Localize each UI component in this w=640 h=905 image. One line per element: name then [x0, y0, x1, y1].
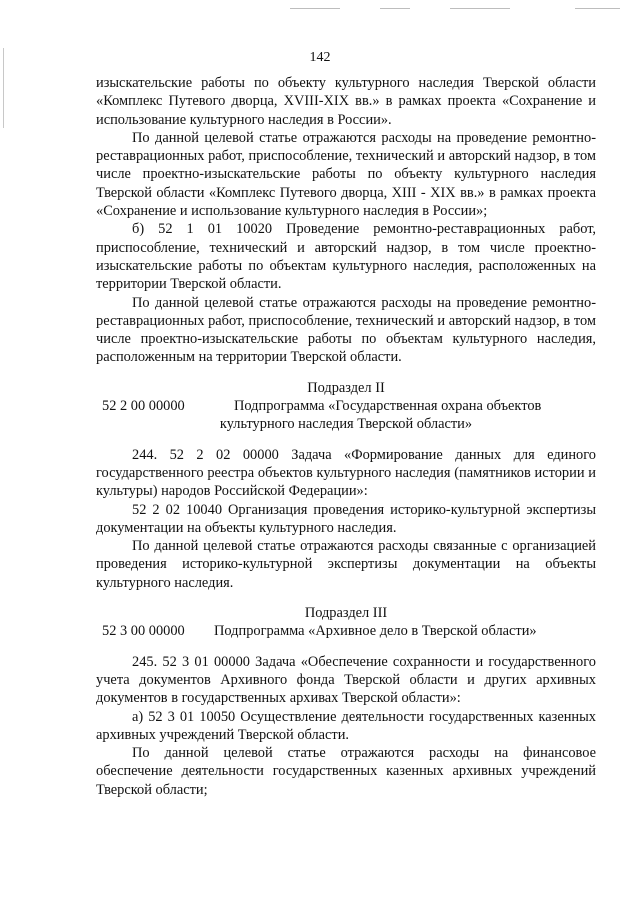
- item-paragraph: а) 52 3 01 10050 Осуществление деятельности государственных казенных архивных учреждений Тверской области.: [96, 708, 596, 743]
- paragraph: По данной целевой статье отражаются расходы связанные с организацией проведения историко-культурной экспертизы документации на объекты культурного наследия.: [96, 538, 596, 591]
- section-heading-text: Подпрограмма «Архивное дело в Тверской области»: [214, 623, 537, 640]
- section-heading: [96, 397, 596, 415]
- scan-artifact-line: [380, 8, 410, 9]
- section-code: 52 3 00 00000: [102, 623, 185, 640]
- page-number: 142: [309, 50, 331, 65]
- section-title: Подраздел II: [307, 379, 385, 396]
- scan-artifact-line: [450, 8, 510, 9]
- paragraph: изыскательские работы по объекту культурного наследия Тверской области «Комплекс Путевого дворца, XVIII-XIX вв.» в рамках проекта «Сохранение и использование культурного наследия в России».: [96, 75, 596, 128]
- paragraph: По данной целевой статье отражаются расходы на финансовое обеспечение деятельности государственных казенных архивных учреждений Тверской области;: [96, 745, 596, 798]
- section-title: Подраздел III: [304, 605, 388, 622]
- paragraph: б) 52 1 01 10020 Проведение ремонтно-реставрационных работ, приспособление, технический и авторский надзор, в том числе проектно-изыскательские работы по объектам культурного наследия, расположенных на территории Тверской области.: [96, 221, 596, 293]
- task-paragraph: 244. 52 2 02 00000 Задача «Формирование данных для единого государственного реестра объектов культурного наследия (памятников истории и культуры) народов Российской Федерации»:: [96, 446, 596, 500]
- document-body: [96, 74, 596, 799]
- item-paragraph: 52 2 02 10040 Организация проведения историко-культурной экспертизы документации на объекты культурного наследия.: [96, 501, 596, 536]
- section-code: 52 2 00 00000: [102, 398, 185, 415]
- scan-artifact-line: [575, 8, 620, 9]
- paragraph: По данной целевой статье отражаются расходы на проведение ремонтно-реставрационных работ, приспособление, технический и авторский надзор, в том числе проектно-изыскательские работы по объекту культурного наследия Тверской области «Комплекс Путевого дворца, XIII - XIX вв.» в рамках проекта «Сохранение и использование культурного наследия в России»;: [96, 129, 596, 220]
- task-paragraph: 245. 52 3 01 00000 Задача «Обеспечение сохранности и государственного учета документов Архивного фонда Тверской области и других архивных документов в государственных архивах Тверской области»:: [96, 653, 596, 707]
- section-heading-text: культурного наследия Тверской области»: [219, 416, 473, 433]
- section-heading-text: Подпрограмма «Государственная охрана объектов: [234, 398, 542, 415]
- section-heading: [96, 622, 596, 640]
- scan-artifact-line: [290, 8, 340, 9]
- paragraph: По данной целевой статье отражаются расходы на проведение ремонтно-реставрационных работ, приспособление, технический и авторский надзор, в том числе проектно-изыскательские работы по объектам культурного наследия, расположенным на территории Тверской области.: [96, 294, 596, 366]
